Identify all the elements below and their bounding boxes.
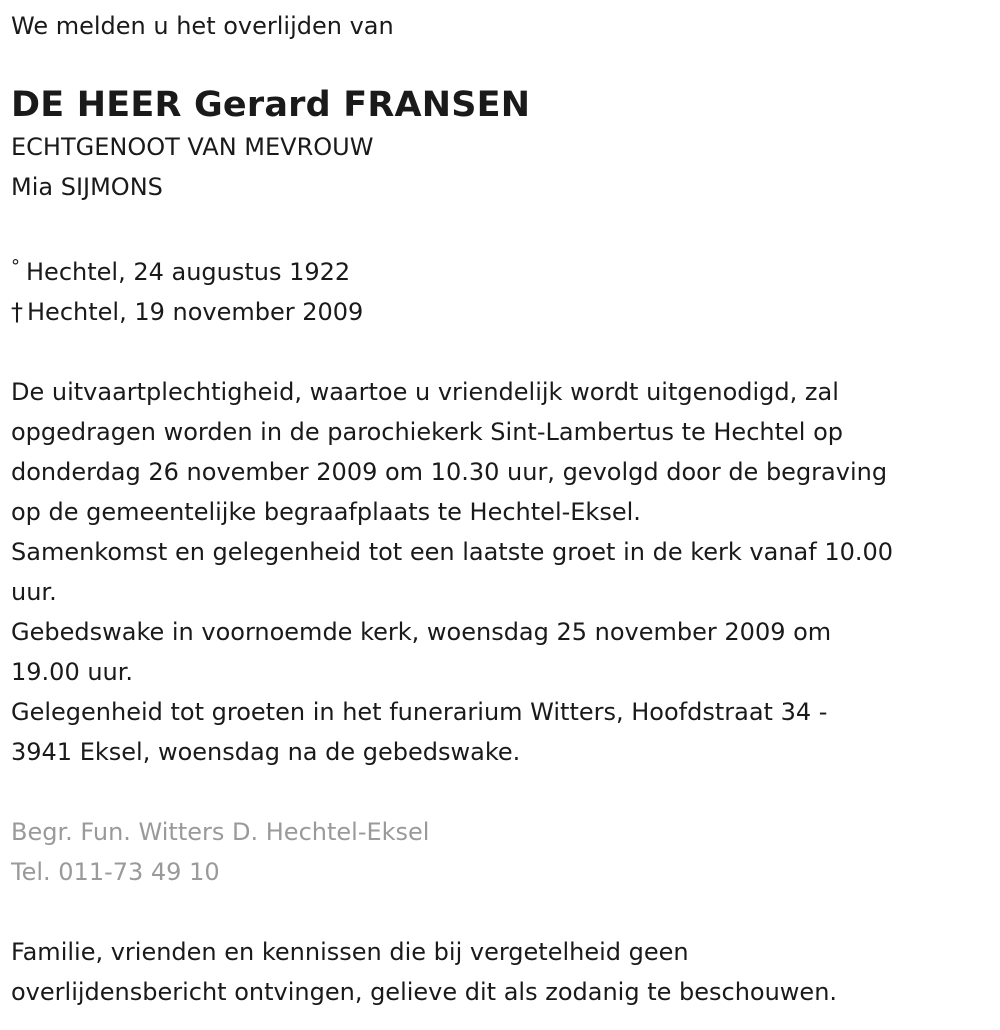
funeral-line: Gebedswake in voornoemde kerk, woensdag 25 november 2009 om — [11, 618, 832, 646]
spouse-name: Mia SIJMONS — [11, 173, 163, 201]
dates-block — [11, 247, 1000, 332]
birth-line — [11, 247, 1000, 292]
undertaker-name: Begr. Fun. Witters D. Hechtel-Eksel — [11, 818, 430, 846]
spouse-block — [11, 127, 1000, 207]
closing-line: Familie, vrienden en kennissen die bij vergetelheid geen — [11, 938, 689, 966]
intro-text: We melden u het overlijden van — [11, 12, 394, 40]
closing-note — [11, 932, 1000, 1012]
closing-line: overlijdensbericht ontvingen, gelieve dit als zodanig te beschouwen. — [11, 978, 838, 1006]
deceased-name: DE HEER Gerard FRANSEN — [11, 85, 531, 125]
funeral-line: Gelegenheid tot groeten in het funerarium Witters, Hoofdstraat 34 - — [11, 698, 828, 726]
spacer — [11, 332, 1000, 372]
funeral-line: 19.00 uur. — [11, 658, 134, 686]
funeral-line: De uitvaartplechtigheid, waartoe u vriendelijk wordt uitgenodigd, zal — [11, 378, 839, 406]
funeral-line: 3941 Eksel, woensdag na de gebedswake. — [11, 738, 521, 766]
funeral-line: uur. — [11, 578, 57, 606]
spacer — [11, 207, 1000, 247]
cross-icon: † — [11, 298, 23, 326]
funeral-line: op de gemeentelijke begraafplaats te Hechtel-Eksel. — [11, 498, 641, 526]
death-text: Hechtel, 19 november 2009 — [27, 298, 364, 326]
spacer — [11, 772, 1000, 812]
birth-text: Hechtel, 24 augustus 1922 — [26, 258, 351, 286]
death-line — [11, 292, 1000, 332]
spacer — [11, 892, 1000, 932]
funeral-details — [11, 372, 1000, 772]
undertaker-phone: Tel. 011-73 49 10 — [11, 858, 220, 886]
funeral-line: Samenkomst en gelegenheid tot een laatste groet in de kerk vanaf 10.00 — [11, 538, 894, 566]
funeral-line: opgedragen worden in de parochiekerk Sint-Lambertus te Hechtel op — [11, 418, 843, 446]
birth-icon: ° — [11, 256, 20, 277]
spouse-title: ECHTGENOOT VAN MEVROUW — [11, 133, 374, 161]
undertaker-block — [11, 812, 1000, 892]
funeral-line: donderdag 26 november 2009 om 10.30 uur, gevolgd door de begraving — [11, 458, 888, 486]
